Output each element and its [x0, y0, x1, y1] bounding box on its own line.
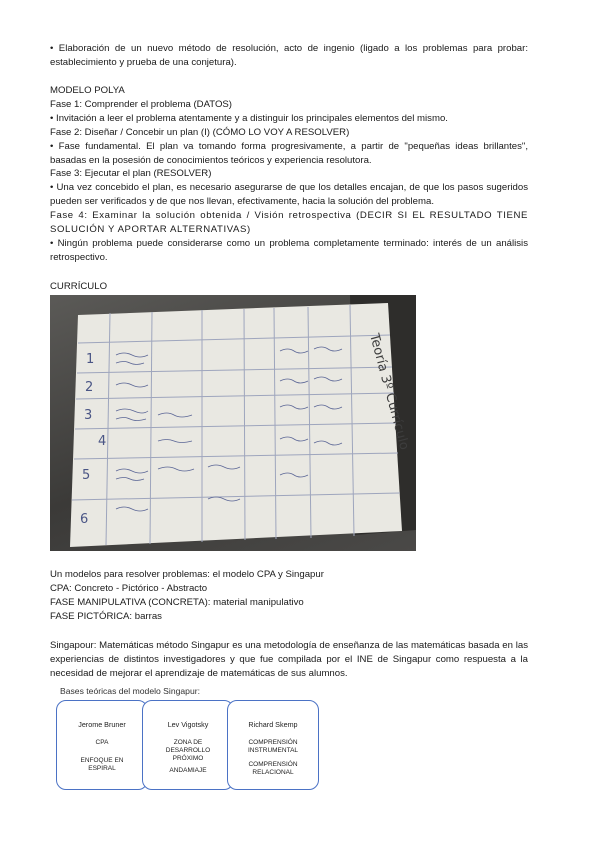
cpa-line-2: CPA: Concreto - Pictórico - Abstracto: [50, 583, 208, 594]
curriculo-heading: CURRÍCULO: [50, 281, 108, 292]
card-line: ZONA DE DESARROLLO PRÓXIMO: [165, 739, 211, 762]
card-line: ENFOQUE EN ESPIRAL: [80, 757, 124, 772]
singapur-paragraph: Singapour: Matemáticas método Singapur es una metodología de enseñanza de las matemáticas basada en las experiencias de distintos investigadores y que fue compilada por el INE de Singapur como respuesta a la necesidad de mejorar el aprendizaje de matemáticas de sus alumnos.: [50, 640, 528, 679]
photo-handwritten-title: Teoría 3º Currículo: [366, 332, 412, 452]
polya-fase-2: Fase 2: Diseñar / Concebir un plan (I) (CÓMO LO VOY A RESOLVER): [50, 127, 350, 138]
curriculum-table-photo: [50, 295, 416, 551]
bases-title: Bases teóricas del modelo Singapur:: [60, 686, 200, 696]
card-richard-skemp: [227, 700, 319, 790]
row-number-1: 1: [86, 352, 95, 367]
card-name: Richard Skemp: [248, 720, 298, 729]
polya-fase-2-detail: • Fase fundamental. El plan va tomando forma progresivamente, a partir de "pequeñas ideas brillantes", basadas en la posesión de conocimientos teóricos y experiencia resolutora.: [50, 141, 528, 166]
card-line: COMPRENSIÓN INSTRUMENTAL: [247, 739, 299, 754]
polya-fase-3: Fase 3: Ejecutar el plan (RESOLVER): [50, 168, 212, 179]
polya-fase-3-detail: • Una vez concebido el plan, es necesario asegurarse de que los detalles encajan, de que los pasos sugeridos pueden ser verificados y de que nos llevan, efectivamente, hacia la solución del problema.: [50, 182, 528, 207]
row-number-6: 6: [80, 512, 89, 527]
row-number-4: 4: [98, 434, 107, 449]
row-number-5: 5: [82, 468, 91, 483]
polya-heading: MODELO POLYA: [50, 85, 125, 96]
card-jerome-bruner: [56, 700, 148, 790]
polya-fase-4: Fase 4: Examinar la solución obtenida / Visión retrospectiva (DECIR SI EL RESULTADO TIENE SOLUCIÓN Y APORTAR ALTERNATIVAS): [50, 210, 528, 235]
polya-fase-1-detail: • Invitación a leer el problema atentamente y a distinguir los principales elementos del mismo.: [50, 113, 448, 124]
intro-paragraph: • Elaboración de un nuevo método de resolución, acto de ingenio (ligado a los problemas para probar: establecimiento y prueba de una conjetura).: [50, 43, 528, 68]
polya-fase-1: Fase 1: Comprender el problema (DATOS): [50, 99, 232, 110]
polya-fase-4-detail: • Ningún problema puede considerarse como un problema completamente terminado: interés de un análisis retrospectivo.: [50, 238, 528, 263]
card-line: COMPRENSIÓN RELACIONAL: [248, 761, 298, 776]
curriculum-sketch: [50, 295, 416, 551]
cpa-line-3: FASE MANIPULATIVA (CONCRETA): material manipulativo: [50, 597, 304, 608]
card-name: Jerome Bruner: [78, 720, 126, 729]
card-line: CPA: [95, 739, 109, 746]
cpa-line-1: Un modelos para resolver problemas: el modelo CPA y Singapur: [50, 569, 324, 580]
cpa-line-4: FASE PICTÓRICA: barras: [50, 611, 162, 622]
card-line: ANDAMIAJE: [169, 767, 207, 774]
row-number-3: 3: [84, 408, 93, 423]
row-number-2: 2: [85, 380, 94, 395]
card-lev-vigotsky: [142, 700, 234, 790]
card-name: Lev Vigotsky: [167, 720, 209, 729]
